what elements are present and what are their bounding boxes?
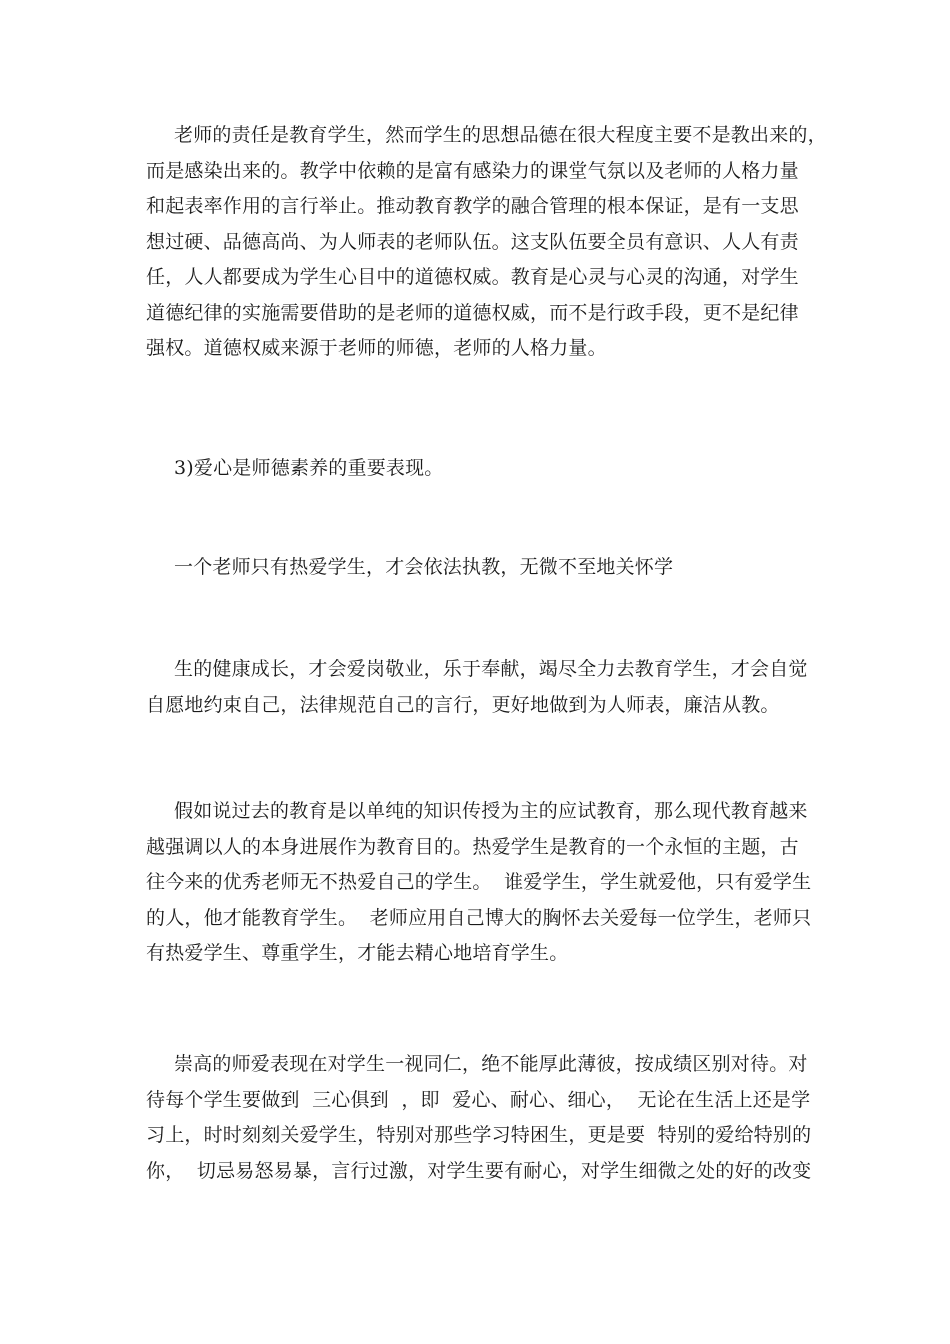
text-line: 自愿地约束自己，法律规范自己的言行，更好地做到为人师表，廉洁从教。 <box>146 693 780 716</box>
text-line: 假如说过去的教育是以单纯的知识传授为主的应试教育，那么现代教育越来 <box>174 800 808 822</box>
text-line: 往今来的优秀老师无不热爱自己的学生。 谁爱学生，学生就爱他，只有爱学生 <box>146 871 812 893</box>
text-line: 生的健康成长，才会爱岗敬业，乐于奉献，竭尽全力去教育学生，才会自觉 <box>174 658 808 680</box>
text-line: 老师的责任是教育学生，然而学生的思想品德在很大程度主要不是教出来的， <box>174 124 827 146</box>
paragraph-teacher-responsibility <box>146 118 827 367</box>
text-line: 道德纪律的实施需要借助的是老师的道德权威，而不是行政手段，更不是纪律 <box>146 301 799 324</box>
text-line: 你， 切忌易怒易暴，言行过激，对学生要有耐心，对学生细微之处的好的改变 <box>146 1159 812 1182</box>
text-line: 想过硬、品德高尚、为人师表的老师队伍。这支队伍要全员有意识、人人有责 <box>146 230 799 253</box>
text-line: 崇高的师爱表现在对学生一视同仁，绝不能厚此薄彼，按成绩区别对待。对 <box>174 1053 808 1075</box>
text-line: 越强调以人的本身进展作为教育目的。热爱学生是教育的一个永恒的主题，古 <box>146 835 799 858</box>
paragraph-noble-teacher-love <box>146 1047 816 1189</box>
text-line: 的人，他才能教育学生。 老师应用自己博大的胸怀去关爱每一位学生，老师只 <box>146 906 812 929</box>
text-line: 而是感染出来的。教学中依赖的是富有感染力的课堂气氛以及老师的人格力量 <box>146 159 799 182</box>
text-line: 一个老师只有热爱学生，才会依法执教，无微不至地关怀学 <box>174 556 674 578</box>
paragraph-modern-education <box>146 794 816 972</box>
section-heading-love <box>146 451 816 487</box>
section-heading-text: 3)爱心是师德素养的重要表现。 <box>174 457 444 479</box>
paragraph-love-students-intro <box>146 550 816 586</box>
text-line: 和起表率作用的言行举止。推动教育教学的融合管理的根本保证，是有一支思 <box>146 195 799 217</box>
text-line: 待每个学生要做到 三心俱到 ，即 爱心、耐心、细心， 无论在生活上还是学 <box>146 1088 811 1111</box>
text-line: 有热爱学生、尊重学生，才能去精心地培育学生。 <box>146 942 569 964</box>
text-line: 习上，时时刻刻关爱学生，特别对那些学习特困生，更是要 特别的爱给特别的 <box>146 1124 812 1146</box>
text-line: 强权。道德权威来源于老师的师德，老师的人格力量。 <box>146 337 607 359</box>
paragraph-healthy-growth <box>146 652 816 723</box>
text-line: 任，人人都要成为学生心目中的道德权威。教育是心灵与心灵的沟通，对学生 <box>146 266 799 288</box>
